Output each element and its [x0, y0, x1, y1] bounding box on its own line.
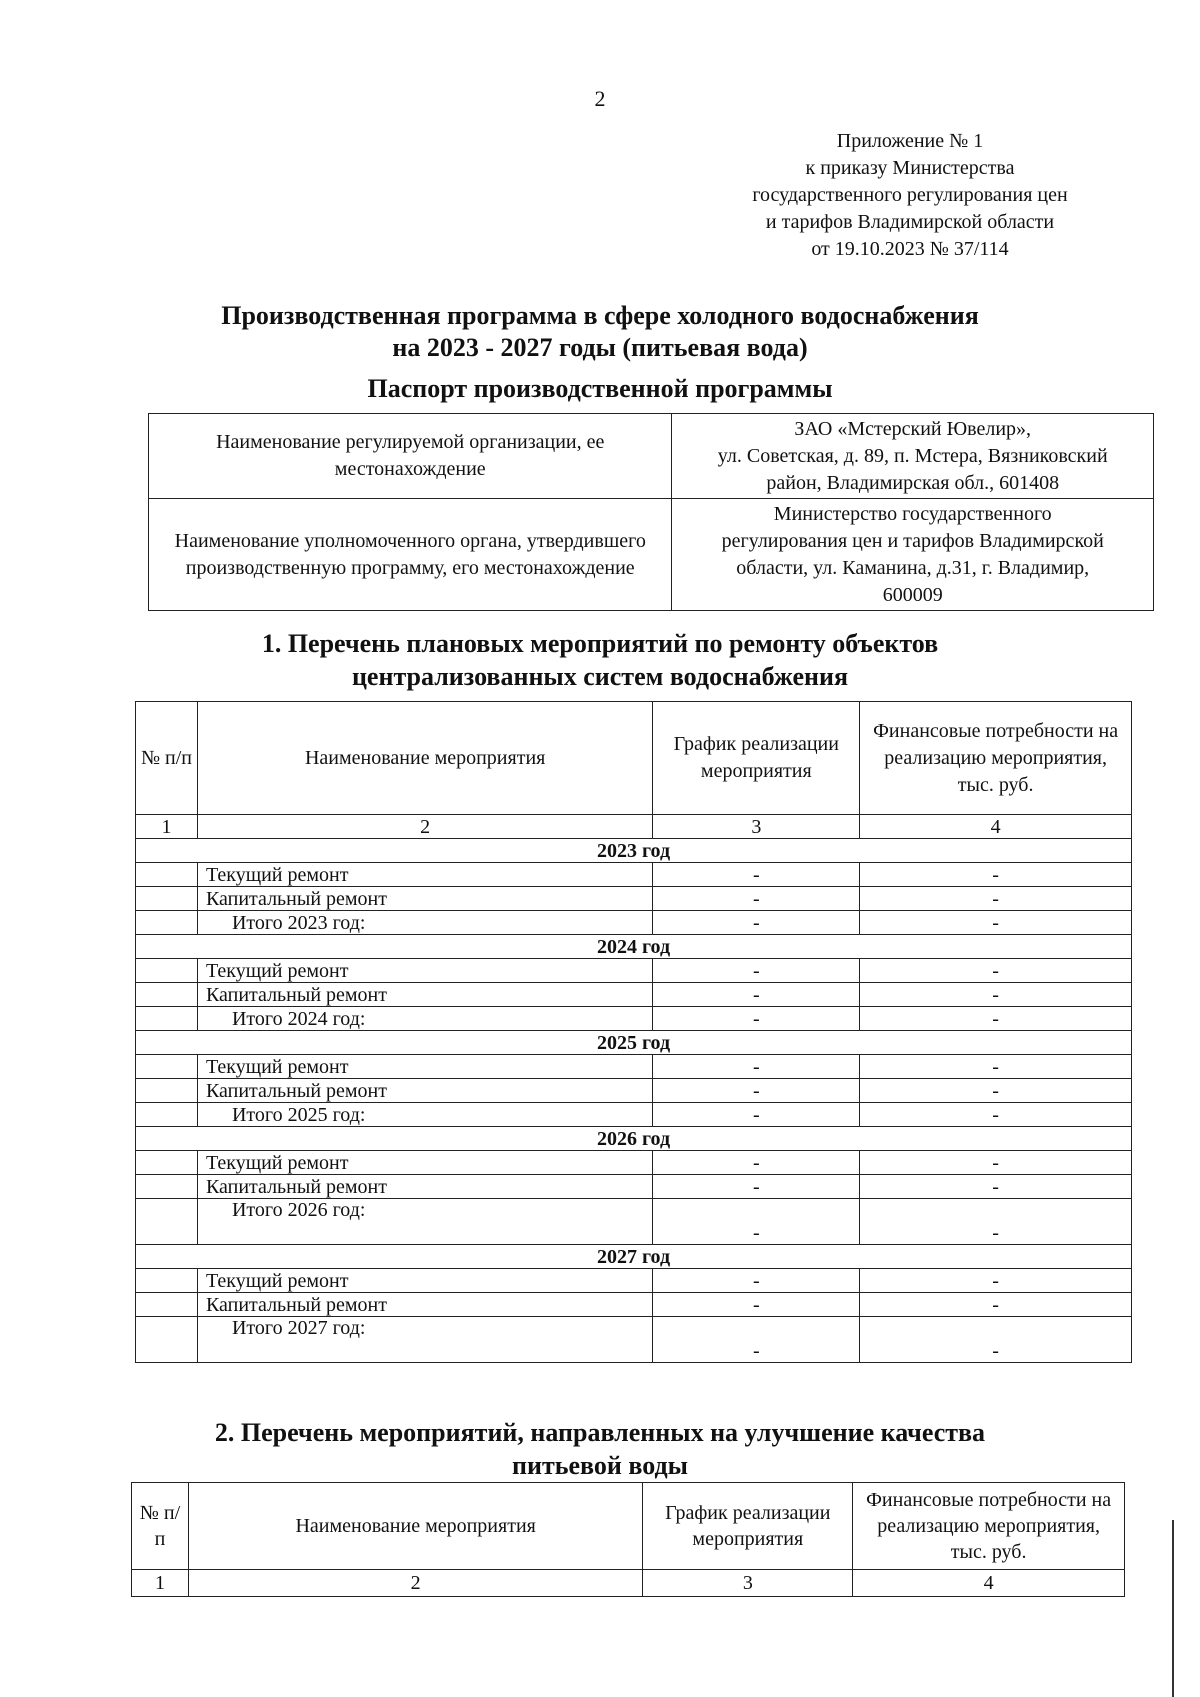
table-row [136, 1151, 1132, 1175]
table-row [136, 1269, 1132, 1293]
item-name: Текущий ремонт [197, 959, 652, 983]
total-schedule: - [653, 911, 860, 935]
item-schedule: - [653, 1151, 860, 1175]
column-number-row [132, 1570, 1125, 1597]
item-schedule: - [653, 863, 860, 887]
table-row [136, 1293, 1132, 1317]
table-row [136, 959, 1132, 983]
table-row [136, 1055, 1132, 1079]
column-number: 1 [132, 1570, 189, 1597]
item-name: Текущий ремонт [197, 863, 652, 887]
passport-row [149, 499, 1154, 611]
passport-heading: Паспорт производственной программы [367, 374, 833, 403]
total-label: Итого 2027 год: [197, 1317, 652, 1363]
item-schedule: - [653, 1293, 860, 1317]
item-finance: - [860, 983, 1132, 1007]
appendix-block [700, 128, 1120, 263]
title-line: на 2023 - 2027 годы (питьевая вода) [392, 333, 808, 362]
item-schedule: - [653, 983, 860, 1007]
column-header: График реализации мероприятия [653, 702, 860, 815]
value-line: ЗАО «Мстерский Ювелир», [794, 417, 1032, 440]
item-name: Капитальный ремонт [197, 1293, 652, 1317]
item-finance: - [860, 1151, 1132, 1175]
table-row [136, 887, 1132, 911]
total-finance: - [860, 1199, 1132, 1245]
total-finance: - [860, 1103, 1132, 1127]
item-schedule: - [653, 1269, 860, 1293]
item-name: Капитальный ремонт [197, 887, 652, 911]
passport-value [672, 499, 1154, 611]
passport-table [148, 413, 1154, 611]
item-schedule: - [653, 887, 860, 911]
total-finance: - [860, 911, 1132, 935]
year-label: 2024 год [136, 935, 1132, 959]
column-header: Наименование мероприятия [188, 1483, 642, 1570]
passport-value [672, 414, 1154, 499]
total-label: Итого 2025 год: [197, 1103, 652, 1127]
value-line: ул. Советская, д. 89, п. Мстера, Вязниковский [717, 444, 1108, 467]
quality-table [131, 1482, 1125, 1597]
total-schedule: - [653, 1103, 860, 1127]
section1-heading [0, 627, 1200, 693]
column-header: Финансовые потребности на реализацию мероприятия, тыс. руб. [853, 1483, 1125, 1570]
column-number: 2 [188, 1570, 642, 1597]
heading-line: 2. Перечень мероприятий, направленных на улучшение качества [214, 1418, 986, 1447]
passport-label: Наименование уполномоченного органа, утвердившего производственную программу, его местонахождение [149, 499, 672, 611]
item-finance: - [860, 1293, 1132, 1317]
table-header-row [132, 1483, 1125, 1570]
item-name: Текущий ремонт [197, 1151, 652, 1175]
item-schedule: - [653, 959, 860, 983]
total-row [136, 1199, 1132, 1245]
appendix-line: от 19.10.2023 № 37/114 [811, 238, 1009, 260]
total-row [136, 1007, 1132, 1031]
table-row [136, 1079, 1132, 1103]
page-number: 2 [594, 86, 606, 111]
table-row [136, 1175, 1132, 1199]
total-finance: - [860, 1317, 1132, 1363]
column-header: График реализации мероприятия [643, 1483, 853, 1570]
year-row [136, 1031, 1132, 1055]
year-row [136, 839, 1132, 863]
heading-line: централизованных систем водоснабжения [351, 662, 849, 691]
year-label: 2027 год [136, 1245, 1132, 1269]
appendix-line: к приказу Министерства [805, 157, 1015, 179]
column-number: 4 [860, 815, 1132, 839]
section2-heading [0, 1416, 1200, 1482]
table-row [136, 863, 1132, 887]
item-finance: - [860, 1269, 1132, 1293]
item-finance: - [860, 863, 1132, 887]
item-finance: - [860, 959, 1132, 983]
column-number: 4 [853, 1570, 1125, 1597]
total-label: Итого 2024 год: [197, 1007, 652, 1031]
column-number: 3 [653, 815, 860, 839]
column-number: 1 [136, 815, 198, 839]
item-schedule: - [653, 1055, 860, 1079]
item-name: Капитальный ремонт [197, 983, 652, 1007]
column-header: Финансовые потребности на реализацию мероприятия, тыс. руб. [860, 702, 1132, 815]
table-header-row [136, 702, 1132, 815]
heading-line: питьевой воды [512, 1451, 688, 1480]
item-schedule: - [653, 1079, 860, 1103]
value-line: Министерство государственного [773, 502, 1052, 525]
year-label: 2023 год [136, 839, 1132, 863]
column-header: Наименование мероприятия [197, 702, 652, 815]
value-line: 600009 [882, 583, 943, 606]
title-line: Производственная программа в сфере холодного водоснабжения [221, 301, 979, 330]
year-label: 2025 год [136, 1031, 1132, 1055]
column-number-row [136, 815, 1132, 839]
table-row [136, 983, 1132, 1007]
appendix-line: Приложение № 1 [836, 130, 984, 152]
year-row [136, 1245, 1132, 1269]
appendix-line: государственного регулирования цен [752, 184, 1068, 206]
item-name: Капитальный ремонт [197, 1079, 652, 1103]
item-finance: - [860, 887, 1132, 911]
item-name: Текущий ремонт [197, 1269, 652, 1293]
year-row [136, 1127, 1132, 1151]
document-title [0, 300, 1200, 364]
passport-row [149, 414, 1154, 499]
total-row [136, 1103, 1132, 1127]
year-row [136, 935, 1132, 959]
column-header: № п/п [132, 1483, 189, 1570]
total-finance: - [860, 1007, 1132, 1031]
heading-line: 1. Перечень плановых мероприятий по ремонту объектов [261, 629, 939, 658]
item-name: Текущий ремонт [197, 1055, 652, 1079]
total-schedule: - [653, 1007, 860, 1031]
item-name: Капитальный ремонт [197, 1175, 652, 1199]
binder-edge-line [1172, 1520, 1174, 1697]
appendix-line: и тарифов Владимирской области [765, 211, 1055, 233]
column-number: 2 [197, 815, 652, 839]
item-finance: - [860, 1079, 1132, 1103]
total-row [136, 911, 1132, 935]
total-row [136, 1317, 1132, 1363]
value-line: район, Владимирская обл., 601408 [766, 471, 1060, 494]
item-finance: - [860, 1055, 1132, 1079]
item-schedule: - [653, 1175, 860, 1199]
column-header: № п/п [136, 702, 198, 815]
total-schedule: - [653, 1317, 860, 1363]
value-line: регулирования цен и тарифов Владимирской [721, 529, 1104, 552]
value-line: области, ул. Каманина, д.31, г. Владимир, [736, 556, 1090, 579]
item-finance: - [860, 1175, 1132, 1199]
year-label: 2026 год [136, 1127, 1132, 1151]
column-number: 3 [643, 1570, 853, 1597]
repair-plan-table [135, 701, 1132, 1363]
total-schedule: - [653, 1199, 860, 1245]
total-label: Итого 2026 год: [197, 1199, 652, 1245]
passport-label: Наименование регулируемой организации, ее местонахождение [149, 414, 672, 499]
total-label: Итого 2023 год: [197, 911, 652, 935]
